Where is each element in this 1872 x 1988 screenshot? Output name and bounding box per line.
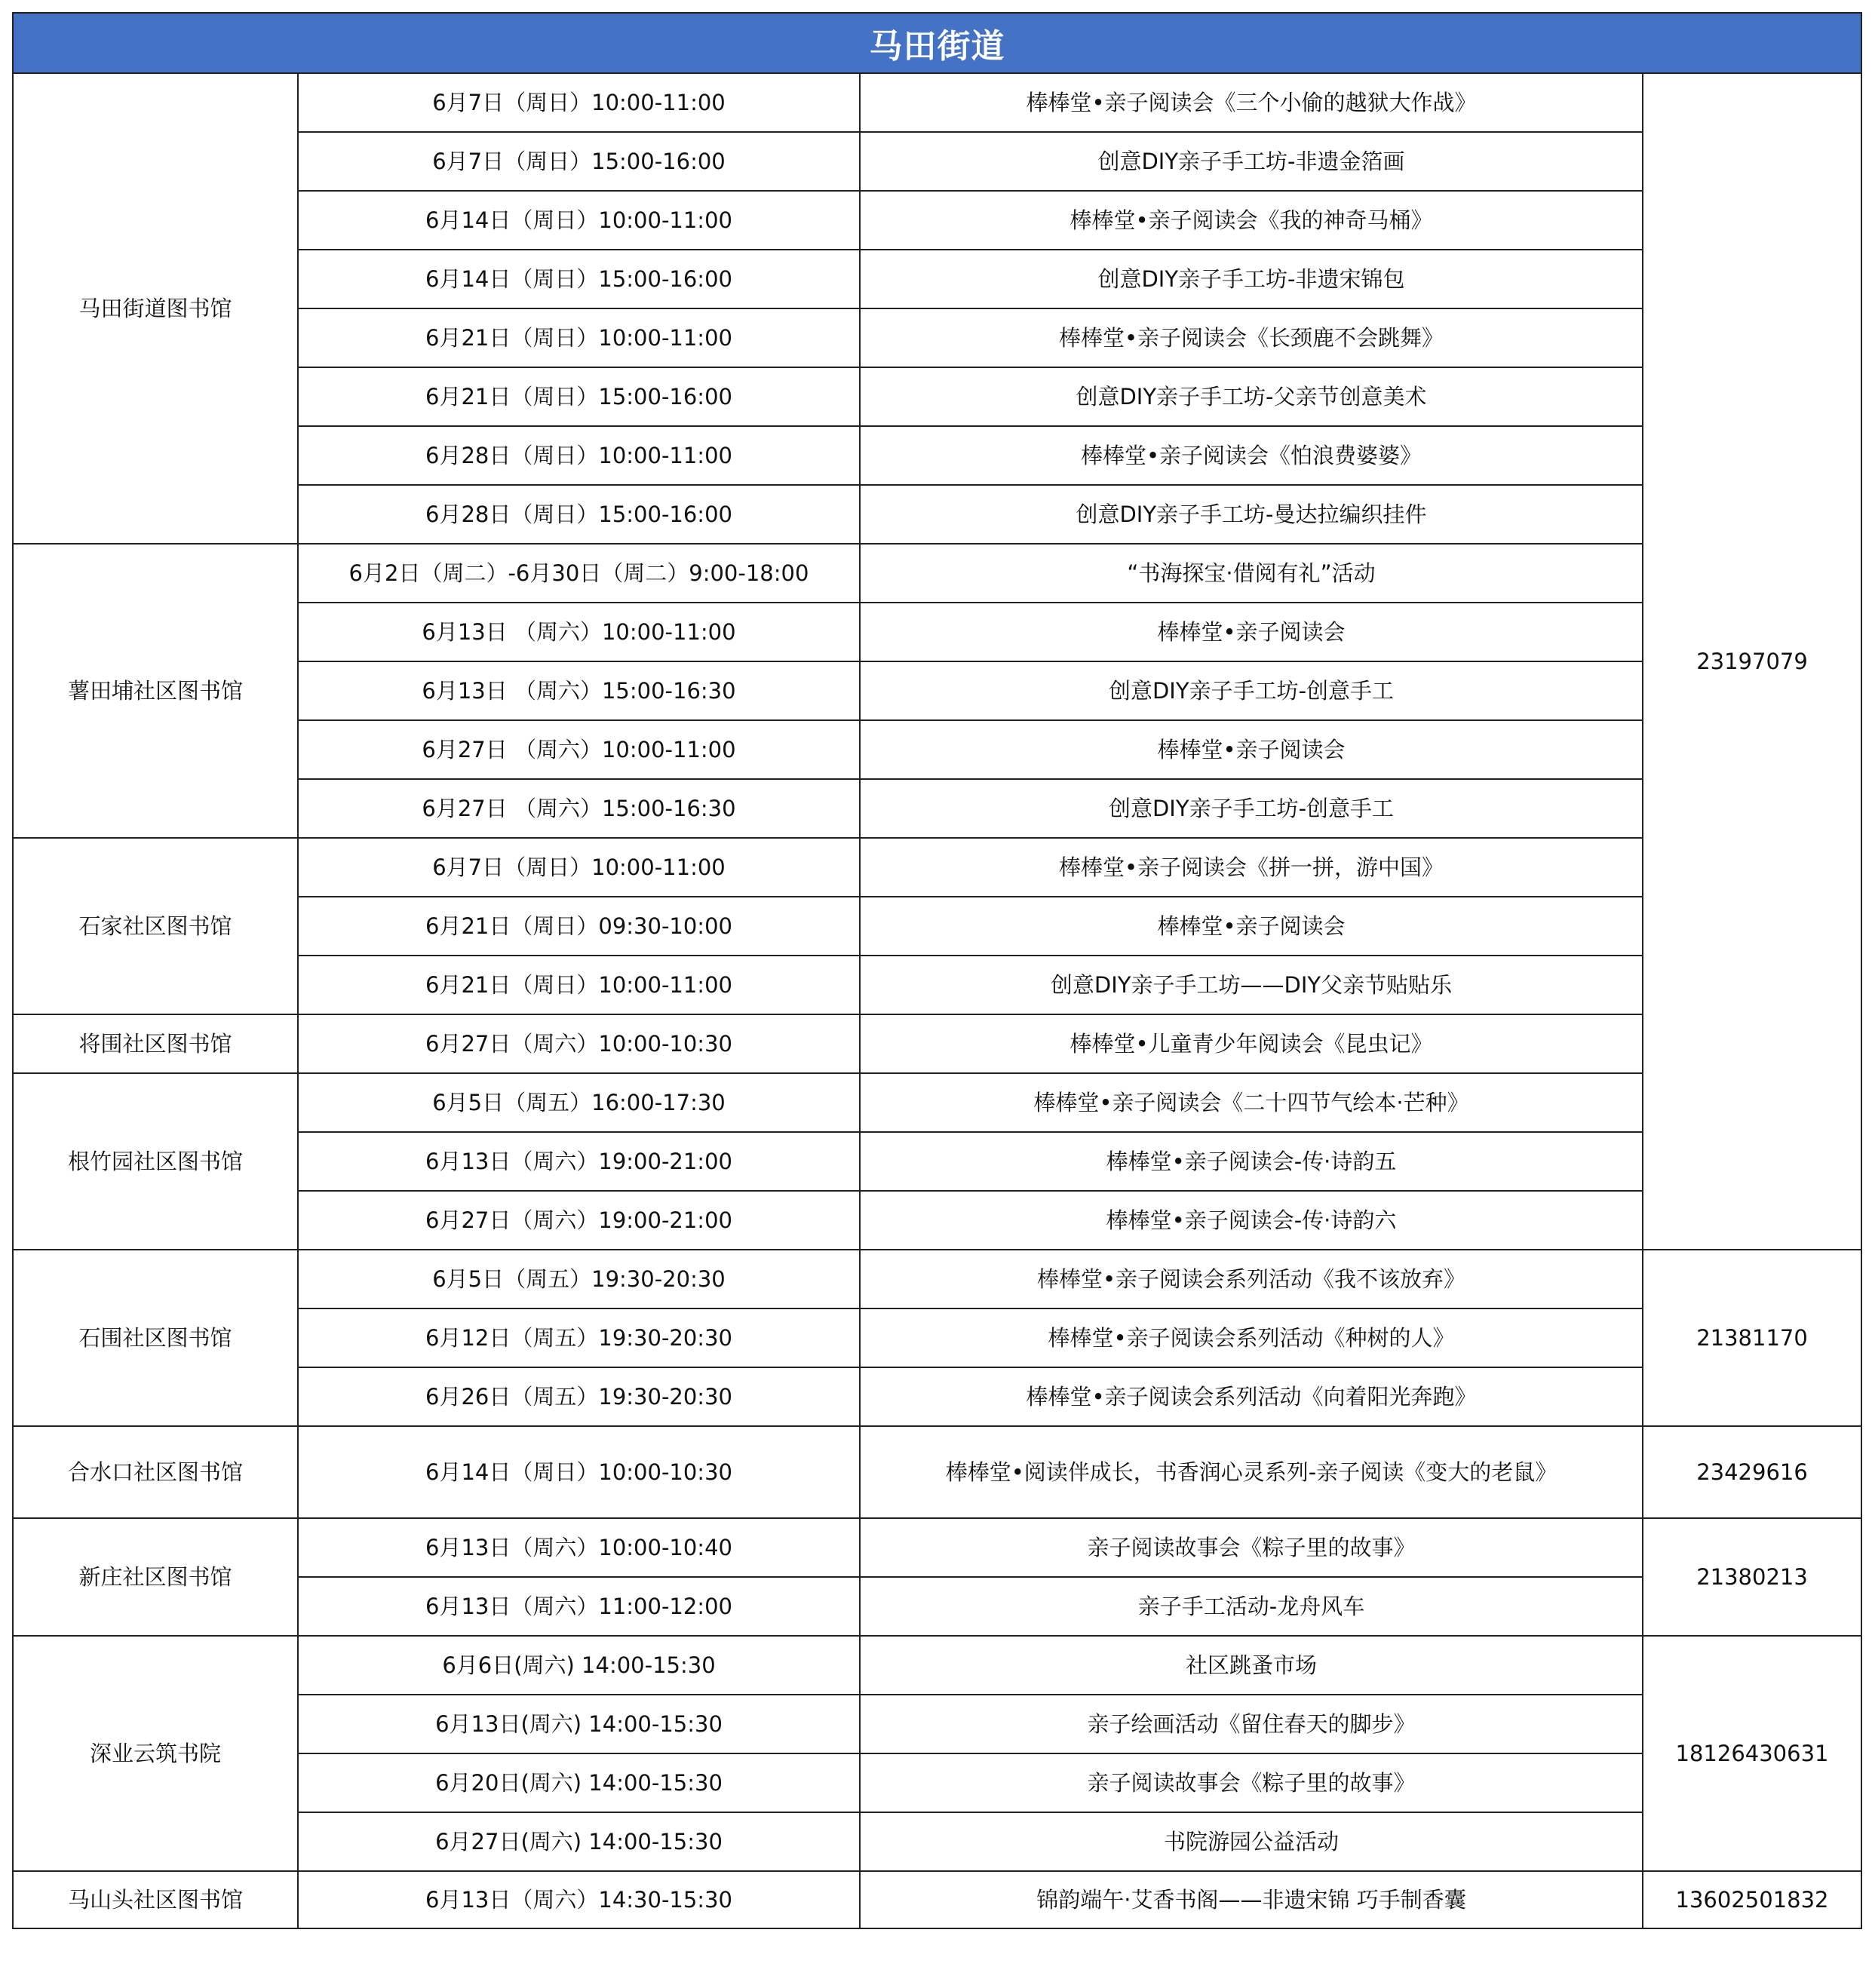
event-time-cell: 6月6日(周六) 14:00-15:30 [298,1636,860,1695]
table-row [13,544,1861,603]
event-activity-cell: 棒棒堂•亲子阅读会《三个小偷的越狱大作战》 [860,73,1643,132]
library-name-cell: 深业云筑书院 [13,1636,298,1871]
event-activity-cell: 书院游园公益活动 [860,1812,1643,1871]
event-activity-cell: 创意DIY亲子手工坊-非遗金箔画 [860,132,1643,191]
event-time-cell: 6月13日（周六）10:00-10:40 [298,1518,860,1577]
table-row [13,1518,1861,1577]
event-activity-cell: 创意DIY亲子手工坊——DIY父亲节贴贴乐 [860,956,1643,1014]
contact-phone-cell: 23429616 [1643,1426,1861,1518]
event-activity-cell: 亲子绘画活动《留住春天的脚步》 [860,1695,1643,1753]
event-time-cell: 6月14日（周日）10:00-10:30 [298,1426,860,1518]
event-time-cell: 6月21日（周日）15:00-16:00 [298,367,860,426]
schedule-body [13,73,1861,1928]
event-time-cell: 6月7日（周日）15:00-16:00 [298,132,860,191]
event-activity-cell: 棒棒堂•亲子阅读会 [860,897,1643,956]
contact-phone-cell: 21381170 [1643,1250,1861,1426]
event-time-cell: 6月13日(周六) 14:00-15:30 [298,1695,860,1753]
event-activity-cell: 棒棒堂•亲子阅读会系列活动《向着阳光奔跑》 [860,1367,1643,1426]
event-time-cell: 6月27日 （周六）10:00-11:00 [298,720,860,779]
library-name-cell: 石围社区图书馆 [13,1250,298,1426]
event-time-cell: 6月27日（周六）19:00-21:00 [298,1191,860,1250]
event-activity-cell: 亲子阅读故事会《粽子里的故事》 [860,1518,1643,1577]
event-activity-cell: 锦韵端午·艾香书阁——非遗宋锦 巧手制香囊 [860,1871,1643,1928]
event-activity-cell: 亲子阅读故事会《粽子里的故事》 [860,1753,1643,1812]
event-activity-cell: 棒棒堂•亲子阅读会系列活动《种树的人》 [860,1308,1643,1367]
event-activity-cell: 棒棒堂•亲子阅读会-传·诗韵六 [860,1191,1643,1250]
event-activity-cell: 创意DIY亲子手工坊-非遗宋锦包 [860,250,1643,308]
event-activity-cell: 棒棒堂•儿童青少年阅读会《昆虫记》 [860,1014,1643,1073]
event-time-cell: 6月28日（周日）15:00-16:00 [298,485,860,544]
event-activity-cell: 棒棒堂•亲子阅读会《怕浪费婆婆》 [860,426,1643,485]
event-time-cell: 6月13日（周六）14:30-15:30 [298,1871,860,1928]
table-row [13,1073,1861,1132]
event-activity-cell: 棒棒堂•亲子阅读会《二十四节气绘本·芒种》 [860,1073,1643,1132]
event-time-cell: 6月26日（周五）19:30-20:30 [298,1367,860,1426]
event-activity-cell: 棒棒堂•亲子阅读会《拼一拼，游中国》 [860,838,1643,897]
event-activity-cell: “书海探宝·借阅有礼”活动 [860,544,1643,603]
sheet-title: 马田街道 [13,13,1861,73]
event-activity-cell: 棒棒堂•亲子阅读会 [860,720,1643,779]
event-activity-cell: 棒棒堂•亲子阅读会-传·诗韵五 [860,1132,1643,1191]
event-time-cell: 6月27日（周六）10:00-10:30 [298,1014,860,1073]
contact-phone-cell: 23197079 [1643,73,1861,1250]
library-name-cell: 薯田埔社区图书馆 [13,544,298,838]
event-activity-cell: 棒棒堂•阅读伴成长，书香润心灵系列-亲子阅读《变大的老鼠》 [860,1426,1643,1518]
table-row [13,1250,1861,1308]
event-time-cell: 6月7日（周日）10:00-11:00 [298,73,860,132]
table-row [13,1014,1861,1073]
library-name-cell: 石家社区图书馆 [13,838,298,1014]
event-time-cell: 6月20日(周六) 14:00-15:30 [298,1753,860,1812]
event-time-cell: 6月13日 （周六）15:00-16:30 [298,661,860,720]
event-activity-cell: 棒棒堂•亲子阅读会《我的神奇马桶》 [860,191,1643,250]
event-time-cell: 6月13日（周六）11:00-12:00 [298,1577,860,1636]
schedule-sheet [12,12,1861,1929]
event-time-cell: 6月5日（周五）19:30-20:30 [298,1250,860,1308]
event-activity-cell: 创意DIY亲子手工坊-曼达拉编织挂件 [860,485,1643,544]
event-time-cell: 6月14日（周日）15:00-16:00 [298,250,860,308]
event-activity-cell: 创意DIY亲子手工坊-创意手工 [860,779,1643,838]
event-time-cell: 6月2日（周二）-6月30日（周二）9:00-18:00 [298,544,860,603]
library-name-cell: 合水口社区图书馆 [13,1426,298,1518]
table-row [13,1636,1861,1695]
event-time-cell: 6月21日（周日）10:00-11:00 [298,308,860,367]
schedule-table [12,12,1862,1929]
event-activity-cell: 棒棒堂•亲子阅读会 [860,603,1643,661]
event-time-cell: 6月13日 （周六）10:00-11:00 [298,603,860,661]
event-activity-cell: 棒棒堂•亲子阅读会系列活动《我不该放弃》 [860,1250,1643,1308]
contact-phone-cell: 18126430631 [1643,1636,1861,1871]
event-time-cell: 6月12日（周五）19:30-20:30 [298,1308,860,1367]
event-time-cell: 6月14日（周日）10:00-11:00 [298,191,860,250]
event-time-cell: 6月5日（周五）16:00-17:30 [298,1073,860,1132]
event-time-cell: 6月27日 （周六）15:00-16:30 [298,779,860,838]
table-row [13,1871,1861,1928]
event-time-cell: 6月27日(周六) 14:00-15:30 [298,1812,860,1871]
event-activity-cell: 创意DIY亲子手工坊-创意手工 [860,661,1643,720]
table-row [13,1426,1861,1518]
library-name-cell: 马山头社区图书馆 [13,1871,298,1928]
table-row [13,838,1861,897]
library-name-cell: 新庄社区图书馆 [13,1518,298,1636]
table-row [13,73,1861,132]
event-activity-cell: 棒棒堂•亲子阅读会《长颈鹿不会跳舞》 [860,308,1643,367]
event-time-cell: 6月21日（周日）09:30-10:00 [298,897,860,956]
event-activity-cell: 创意DIY亲子手工坊-父亲节创意美术 [860,367,1643,426]
library-name-cell: 马田街道图书馆 [13,73,298,544]
event-activity-cell: 亲子手工活动-龙舟风车 [860,1577,1643,1636]
library-name-cell: 根竹园社区图书馆 [13,1073,298,1250]
event-time-cell: 6月21日（周日）10:00-11:00 [298,956,860,1014]
event-activity-cell: 社区跳蚤市场 [860,1636,1643,1695]
contact-phone-cell: 21380213 [1643,1518,1861,1636]
event-time-cell: 6月13日（周六）19:00-21:00 [298,1132,860,1191]
title-row [13,13,1861,73]
contact-phone-cell: 13602501832 [1643,1871,1861,1928]
event-time-cell: 6月28日（周日）10:00-11:00 [298,426,860,485]
event-time-cell: 6月7日（周日）10:00-11:00 [298,838,860,897]
library-name-cell: 将围社区图书馆 [13,1014,298,1073]
